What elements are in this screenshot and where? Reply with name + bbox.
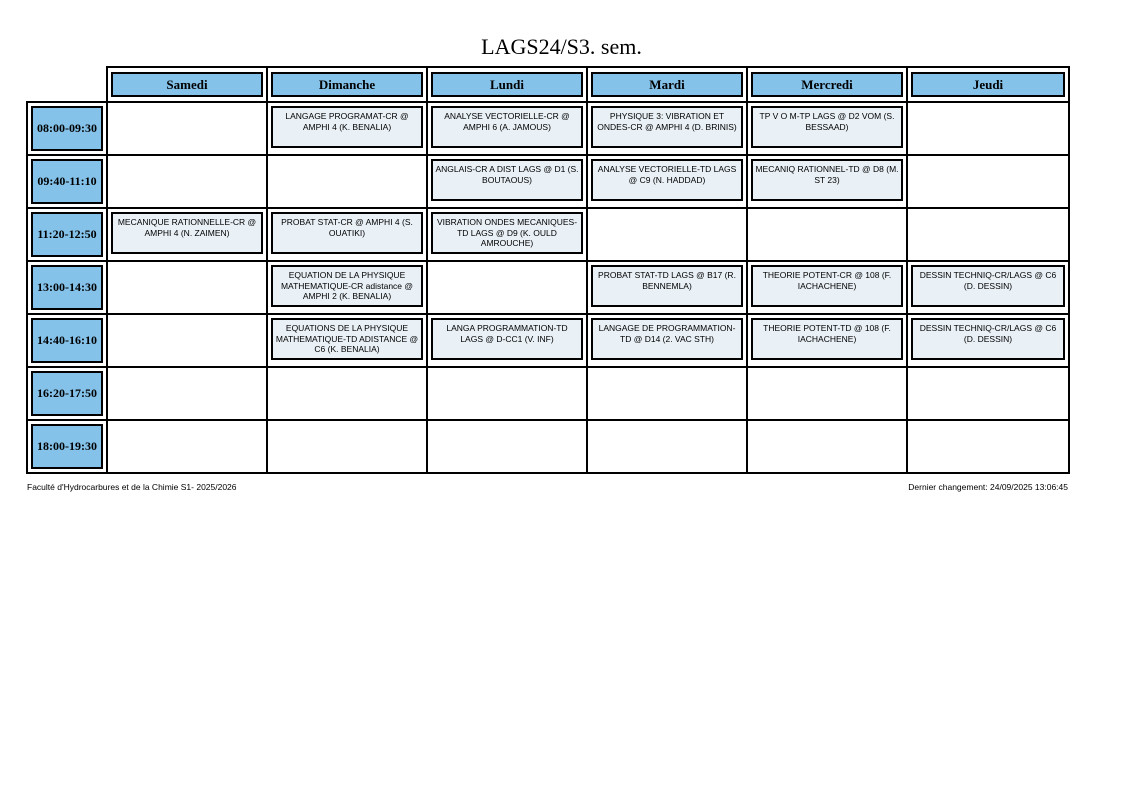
schedule-cell	[747, 314, 907, 367]
time-row	[27, 155, 1069, 208]
time-slot-label: 16:20-17:50	[31, 371, 103, 416]
schedule-cell	[747, 367, 907, 420]
schedule-cell	[907, 155, 1069, 208]
timetable	[26, 66, 1070, 474]
time-row	[27, 367, 1069, 420]
time-slot-cell	[27, 314, 107, 367]
course-block[interactable]: PROBAT STAT-TD LAGS @ B17 (R. BENNEMLA)	[591, 265, 743, 307]
time-slot-label: 14:40-16:10	[31, 318, 103, 363]
course-block[interactable]: PROBAT STAT-CR @ AMPHI 4 (S. OUATIKI)	[271, 212, 423, 254]
schedule-cell	[747, 420, 907, 473]
schedule-cell	[427, 314, 587, 367]
time-slot-cell	[27, 102, 107, 155]
time-slot-cell	[27, 367, 107, 420]
schedule-cell	[907, 261, 1069, 314]
day-label: Lundi	[431, 72, 583, 97]
schedule-cell	[427, 367, 587, 420]
course-block[interactable]: MECANIQ RATIONNEL-TD @ D8 (M. ST 23)	[751, 159, 903, 201]
course-block[interactable]: ANALYSE VECTORIELLE-TD LAGS @ C9 (N. HADDAD)	[591, 159, 743, 201]
schedule-cell	[587, 420, 747, 473]
time-row	[27, 420, 1069, 473]
course-block[interactable]: EQUATION DE LA PHYSIQUE MATHEMATIQUE-CR adistance @ AMPHI 2 (K. BENALIA)	[271, 265, 423, 307]
schedule-cell	[107, 261, 267, 314]
course-block[interactable]: LANGA PROGRAMMATION-TD LAGS @ D-CC1 (V. INF)	[431, 318, 583, 360]
course-block[interactable]: VIBRATION ONDES MECANIQUES-TD LAGS @ D9 (K. OULD AMROUCHE)	[431, 212, 583, 254]
course-block[interactable]: TP V O M-TP LAGS @ D2 VOM (S. BESSAAD)	[751, 106, 903, 148]
schedule-cell	[267, 155, 427, 208]
corner-cell	[27, 67, 107, 102]
time-row	[27, 261, 1069, 314]
schedule-cell	[587, 314, 747, 367]
schedule-cell	[427, 261, 587, 314]
day-header	[747, 67, 907, 102]
course-block[interactable]: LANGAGE PROGRAMAT-CR @ AMPHI 4 (K. BENALIA)	[271, 106, 423, 148]
day-label: Mercredi	[751, 72, 903, 97]
schedule-cell	[267, 420, 427, 473]
course-block[interactable]: ANALYSE VECTORIELLE-CR @ AMPHI 6 (A. JAMOUS)	[431, 106, 583, 148]
schedule-cell	[267, 208, 427, 261]
schedule-cell	[907, 314, 1069, 367]
schedule-cell	[587, 261, 747, 314]
footer-last-changed: Dernier changement: 24/09/2025 13:06:45	[908, 482, 1068, 492]
time-slot-label: 09:40-11:10	[31, 159, 103, 204]
footer-faculty: Faculté d'Hydrocarbures et de la Chimie S1- 2025/2026	[27, 482, 237, 492]
schedule-cell	[107, 208, 267, 261]
schedule-cell	[267, 314, 427, 367]
course-block[interactable]: LANGAGE DE PROGRAMMATION-TD @ D14 (2. VAC STH)	[591, 318, 743, 360]
schedule-cell	[267, 102, 427, 155]
time-row	[27, 208, 1069, 261]
schedule-cell	[427, 208, 587, 261]
schedule-cell	[907, 367, 1069, 420]
day-label: Jeudi	[911, 72, 1065, 97]
time-slot-label: 13:00-14:30	[31, 265, 103, 310]
time-slot-cell	[27, 420, 107, 473]
time-row	[27, 102, 1069, 155]
schedule-cell	[907, 102, 1069, 155]
timetable-body	[27, 102, 1069, 473]
course-block[interactable]: THEORIE POTENT-TD @ 108 (F. IACHACHENE)	[751, 318, 903, 360]
schedule-cell	[267, 367, 427, 420]
course-block[interactable]: DESSIN TECHNIQ-CR/LAGS @ C6 (D. DESSIN)	[911, 265, 1065, 307]
day-header	[907, 67, 1069, 102]
day-label: Dimanche	[271, 72, 423, 97]
day-header	[587, 67, 747, 102]
course-block[interactable]: DESSIN TECHNIQ-CR/LAGS @ C6 (D. DESSIN)	[911, 318, 1065, 360]
schedule-cell	[907, 208, 1069, 261]
time-slot-label: 08:00-09:30	[31, 106, 103, 151]
time-slot-label: 11:20-12:50	[31, 212, 103, 257]
day-label: Samedi	[111, 72, 263, 97]
course-block[interactable]: MECANIQUE RATIONNELLE-CR @ AMPHI 4 (N. ZAIMEN)	[111, 212, 263, 254]
schedule-cell	[107, 420, 267, 473]
schedule-cell	[587, 367, 747, 420]
time-slot-cell	[27, 208, 107, 261]
schedule-cell	[107, 102, 267, 155]
schedule-cell	[107, 314, 267, 367]
course-block[interactable]: THEORIE POTENT-CR @ 108 (F. IACHACHENE)	[751, 265, 903, 307]
schedule-cell	[587, 155, 747, 208]
course-block[interactable]: PHYSIQUE 3: VIBRATION ET ONDES-CR @ AMPHI 4 (D. BRINIS)	[591, 106, 743, 148]
schedule-cell	[427, 102, 587, 155]
schedule-cell	[747, 208, 907, 261]
schedule-cell	[587, 208, 747, 261]
schedule-cell	[427, 420, 587, 473]
time-slot-cell	[27, 261, 107, 314]
schedule-cell	[587, 102, 747, 155]
day-label: Mardi	[591, 72, 743, 97]
course-block[interactable]: EQUATIONS DE LA PHYSIQUE MATHEMATIQUE-TD ADISTANCE @ C6 (K. BENALIA)	[271, 318, 423, 360]
schedule-cell	[907, 420, 1069, 473]
schedule-cell	[747, 102, 907, 155]
schedule-cell	[107, 367, 267, 420]
time-slot-label: 18:00-19:30	[31, 424, 103, 469]
time-row	[27, 314, 1069, 367]
time-slot-cell	[27, 155, 107, 208]
day-header-row	[27, 67, 1069, 102]
schedule-cell	[747, 155, 907, 208]
course-block[interactable]: ANGLAIS-CR A DIST LAGS @ D1 (S. BOUTAOUS)	[431, 159, 583, 201]
page-title: LAGS24/S3. sem.	[481, 34, 642, 59]
schedule-cell	[427, 155, 587, 208]
day-header	[267, 67, 427, 102]
day-header	[107, 67, 267, 102]
day-header	[427, 67, 587, 102]
schedule-cell	[267, 261, 427, 314]
schedule-cell	[107, 155, 267, 208]
schedule-cell	[747, 261, 907, 314]
